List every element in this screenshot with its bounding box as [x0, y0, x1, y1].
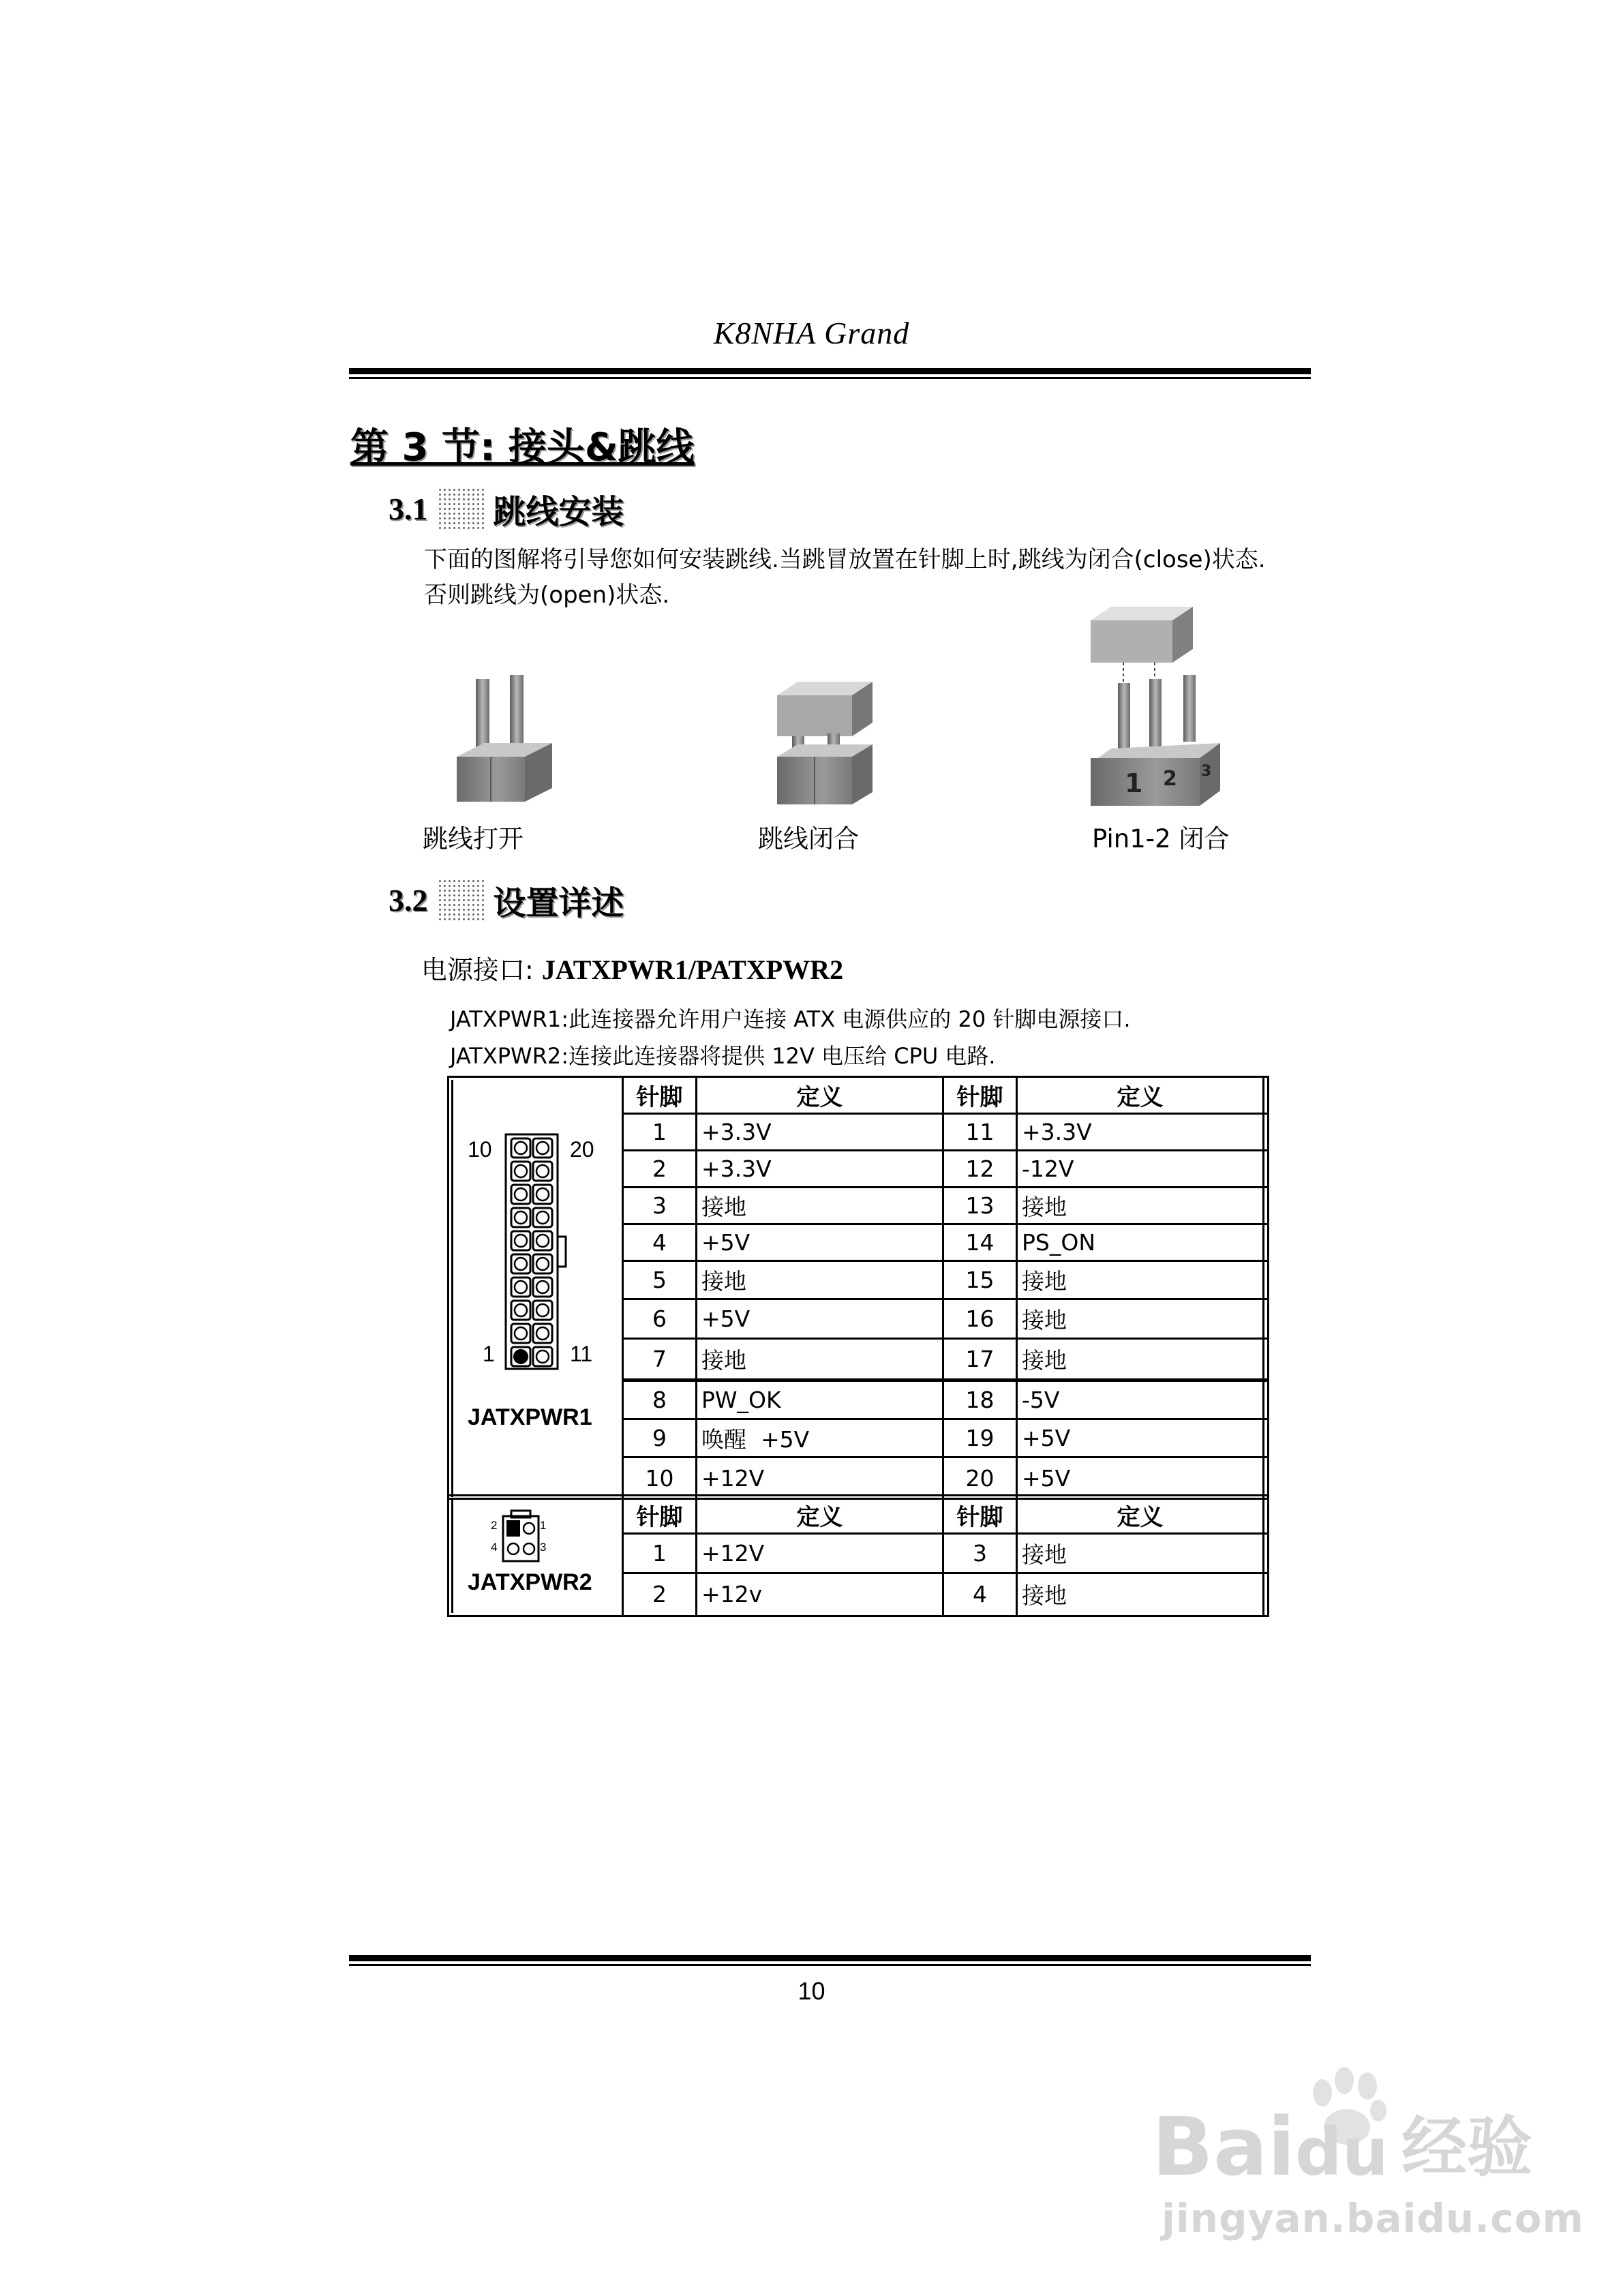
definition-cell: +12v: [701, 1580, 763, 1607]
pin-cell: 3: [652, 1192, 667, 1219]
intro-line-2: 否则跳线为(open)状态.: [424, 581, 670, 609]
watermark-brand: [1152, 2100, 1389, 2194]
definition-cell: PS_ON: [1022, 1229, 1096, 1256]
definition-cell: +3.3V: [1022, 1119, 1092, 1145]
pin-cell: 19: [965, 1425, 995, 1451]
connector-title: [421, 949, 843, 986]
definition-cell: +3.3V: [701, 1155, 772, 1182]
pin-cell: 17: [965, 1346, 995, 1372]
atx-20pin-connector-diagram: [504, 1133, 573, 1372]
definition-cell: +12V: [701, 1540, 765, 1567]
caption-jumper-open: 跳线打开: [423, 824, 524, 854]
jumper-open-illustration: [436, 675, 573, 811]
pin-label-10: 10: [468, 1137, 492, 1162]
pin-label-11: 11: [570, 1342, 593, 1366]
caption-pin1-2-closed: Pin1-2 闭合: [1092, 824, 1230, 854]
watermark-brand-du: du: [1295, 2114, 1389, 2190]
pin-cell: 1: [652, 1540, 667, 1567]
footer-rule-thin: [349, 1964, 1311, 1966]
header-definition: 定义: [1117, 1503, 1164, 1531]
pin-cell: 12: [965, 1155, 995, 1182]
definition-cell: PW_OK: [701, 1387, 781, 1413]
definition-cell: +5V: [701, 1305, 750, 1332]
definition-cell: -5V: [1022, 1387, 1060, 1413]
subsection-title: 跳线安装: [493, 493, 624, 531]
header-pin: 针脚: [636, 1084, 683, 1111]
pin-cell: 7: [652, 1346, 667, 1372]
pin-number-2: 2: [1163, 767, 1177, 791]
connector-name: JATXPWR1/PATXPWR2: [541, 954, 844, 985]
subsection-number: 3.2: [389, 883, 428, 918]
definition-cell: 接地: [1022, 1268, 1067, 1295]
pin-label-4: 4: [491, 1541, 498, 1554]
header-pin: 针脚: [956, 1084, 1003, 1111]
pin-label-1: 1: [540, 1519, 547, 1532]
section-title: 第 3 节: 接头&跳线: [350, 425, 695, 470]
definition-cell: 接地: [701, 1268, 746, 1295]
definition-cell: +5V: [1022, 1464, 1071, 1492]
definition-cell: 接地: [1022, 1541, 1067, 1568]
dot-pattern: [438, 487, 484, 531]
pin-cell: 8: [652, 1387, 667, 1413]
header-pin: 针脚: [636, 1503, 683, 1531]
header-definition: 定义: [1117, 1084, 1164, 1111]
definition-cell: +12V: [701, 1464, 765, 1492]
jatxpwr2-label: JATXPWR2: [468, 1569, 592, 1595]
definition-cell: +5V: [1022, 1425, 1071, 1451]
pin-cell: 4: [973, 1580, 987, 1607]
header-rule: [349, 368, 1311, 374]
connector-desc-1: JATXPWR1:此连接器允许用户连接 ATX 电源供应的 20 针脚电源接口.: [450, 1006, 1131, 1032]
pin-cell: 14: [965, 1229, 995, 1256]
definition-cell: 接地: [1022, 1194, 1067, 1220]
jumper-pin1-2-illustration: [1084, 607, 1241, 811]
watermark-brand-bai: Bai: [1152, 2100, 1296, 2194]
pin-cell: 15: [965, 1267, 995, 1293]
pin-cell: 13: [965, 1192, 995, 1219]
intro-line-1: 下面的图解将引导您如何安装跳线.当跳冒放置在针脚上时,跳线为闭合(close)状态.: [424, 546, 1266, 573]
jatxpwr1-label: JATXPWR1: [468, 1404, 592, 1430]
jumper-closed-illustration: [763, 682, 879, 811]
pin-label-2: 2: [491, 1519, 498, 1532]
pin-cell: 9: [652, 1425, 667, 1451]
table-inner-frame: [451, 1080, 453, 1497]
header-definition: 定义: [796, 1503, 843, 1531]
subsection-number: 3.1: [389, 492, 428, 526]
running-header: K8NHA Grand: [713, 316, 910, 350]
page-number: 10: [798, 1977, 825, 2005]
footer-rule: [349, 1955, 1311, 1961]
table-inner-frame: [451, 1498, 453, 1613]
header-pin: 针脚: [956, 1503, 1003, 1531]
definition-cell: +5V: [701, 1229, 750, 1256]
subsection-3-1-heading: [389, 485, 624, 532]
pin-cell: 18: [965, 1387, 995, 1413]
pin-label-1: 1: [483, 1342, 495, 1366]
definition-cell: 唤醒 +5V: [701, 1426, 810, 1453]
pin-cell: 5: [652, 1267, 667, 1293]
column-divider: [1262, 1076, 1264, 1500]
dot-pattern: [438, 879, 484, 922]
column-divider: [1262, 1494, 1264, 1617]
watermark-url: jingyan.baidu.com: [1162, 2195, 1584, 2241]
pin-cell: 1: [652, 1119, 667, 1145]
subsection-3-2-heading: [389, 877, 624, 924]
pin-label-3: 3: [540, 1541, 547, 1554]
pin-cell: 11: [965, 1119, 995, 1145]
connector-desc-2: JATXPWR2:连接此连接器将提供 12V 电压给 CPU 电路.: [450, 1043, 996, 1069]
pin-number-3: 3: [1201, 763, 1212, 780]
caption-jumper-closed: 跳线闭合: [758, 824, 859, 854]
definition-cell: 接地: [701, 1347, 746, 1374]
pin-cell: 2: [652, 1580, 667, 1607]
definition-cell: -12V: [1022, 1155, 1074, 1182]
definition-cell: 接地: [1022, 1582, 1067, 1609]
baidu-watermark: [1152, 2066, 1584, 2243]
atx-4pin-connector-diagram: [500, 1509, 541, 1564]
definition-cell: 接地: [701, 1194, 746, 1220]
connector-label: 电源接口:: [421, 955, 542, 985]
pin-number-1: 1: [1125, 768, 1143, 798]
pin-cell: 10: [645, 1464, 674, 1492]
header-definition: 定义: [796, 1084, 843, 1111]
pin-cell: 20: [965, 1464, 995, 1492]
pin-label-20: 20: [570, 1137, 594, 1162]
pin-cell: 4: [652, 1229, 667, 1256]
definition-cell: 接地: [1022, 1347, 1067, 1374]
pin-cell: 2: [652, 1155, 667, 1182]
pin-cell: 6: [652, 1305, 667, 1332]
watermark-service: 经验: [1401, 2109, 1532, 2186]
header-rule-thin: [349, 377, 1311, 379]
subsection-title: 设置详述: [493, 884, 624, 922]
definition-cell: 接地: [1022, 1307, 1067, 1333]
definition-cell: +3.3V: [701, 1119, 772, 1145]
pin-cell: 3: [973, 1540, 987, 1567]
pin-cell: 16: [965, 1305, 995, 1332]
